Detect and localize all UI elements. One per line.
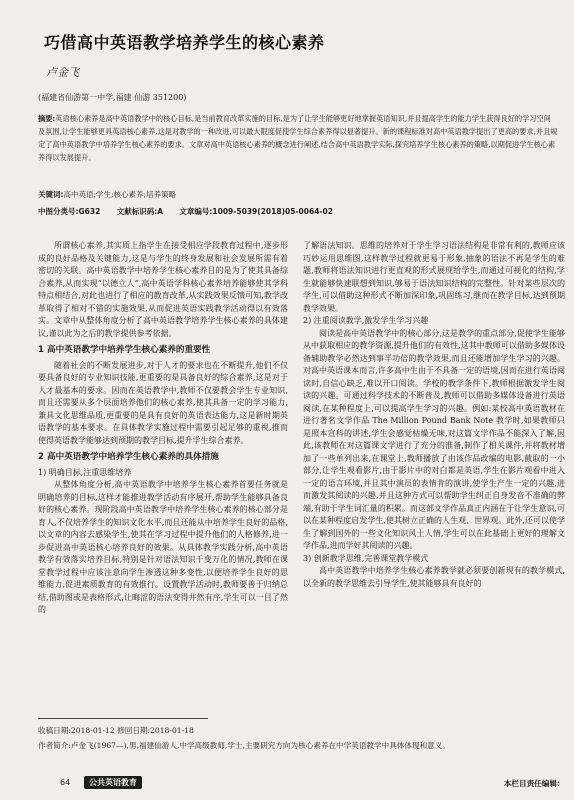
section-2-2-paragraph: 阅读是高中英语教学中的核心部分,这是教学的重点部分,促使学生能够从中获取相应的教学资源,提升他们的有效性,这其中教师可以借助多媒体设备辅助教学必然达到事半功倍的教学效果,而且还能增加学生学习的兴趣。对高中英语课本而言,许多高中生由于不具备一定的语境,因而在进行英语阅读时,自信心缺乏,难以开口阅读。学校的教学条件下,教师根据激发学生阅读的兴趣。可通过科学技术的不断普及,教师可以借助多媒体设备进行英语阅读,在某种程度上,可以提高学生学习的兴趣。例如:某校高中英语教材在进行著名文学作品 The Million Pound Bank Note 教学时,如果教师只是照本宣科的讲述,学生会感觉枯燥无味,对这篇文学作品不能深入了解,因此,该教师在对这篇课文学进行了充分的准备,制作了相关课件,并将教材增加了一些单列出来,在课堂上,教师播放了由该作品改编的电影,截取的一小部分,让学生观看影片,由于影片中的对白都是英语,学生在影片观看中进入一定的语言环境,并且其中演员的表情肯的演讲,使学生产生一定的兴趣,进而激发其阅读的兴趣,并且这种方式可以帮助学生纠正自身发音不准确的弊端,有助于学生词汇量的积累。而这部文学作品真正内涵在于让学生意识,可以在某种程度启发学生,使其树立正确的人生观、世界观。此外,还可以使学生了解到国外的一些文化知识风土人情,学生可以在此基础上更好的理解文学作品,进而学好其阅读的兴趣。 [303,328,565,550]
editor-note: 本栏目责任编辑: [503,779,560,788]
journal-logo: 公共英语教育 [84,776,142,789]
subheading-2-3: 3) 创新教学思维,完善课堂教学模式 [303,553,429,563]
article-title: 巧借高中英语教学培养学生的核心素养 [44,33,325,52]
section-2-3-paragraph: 高中英语教学中培养学生核心素养教学就必须要创新现有的教学模式,以全新的教学思维去引导学生,使其能够具有良好的 [303,566,565,588]
author-bio: 作者简介:卢金飞(1967—),男,福建仙游人,中学高级教师,学士,主要研究方向为核心素养在中学英语教学中具体体现和意义。 [38,741,450,750]
section-2-1-paragraph: 从整体角度分析,高中英语教学中培养学生核心素养首要任务就是明确培养的目标,这样才能推进教学活动有序展开,帮助学生能够具备良好的核心素养。现阶段高中英语教学中培养学生核心素养的核心部分是育人,不仅培养学生的知识文化水平,而且还能从中培养学生良好的品格,以文章的内容去感染学生,使其在学习过程中提升他们的人格修养,进一步促进高中英语核心培养良好的效果。从具体教学实践分析,高中英语教学有效落实培养目标,特别是针对语法知识千变万化的情况,教师在课堂教学过程中应该注意向学生渗透这种多变性,以便培养学生良好的思维能力,促进素质教育的有效推行。设置教学活动时,教师要善于归纳总结,借助图或是表格形式,让晦涩的语法变得井然有序,学生可以一目了然的 [38,480,288,614]
author-name: 卢金飞 [46,66,79,79]
classification-line [38,206,347,217]
author-affiliation: (福建省仙游第一中学,福建 仙游 351200) [38,93,187,102]
clc-number: 中图分类号:G632 [38,207,101,216]
right-column [303,240,565,660]
intro-paragraph: 所谓核心素养,其实质上指学生在接受相应学段教育过程中,逐步形成的良好品格及关键能力,这是与学生的终身发展和社会发展所需有着密切的关联。高中英语教学中培养学生核心素养目的是为了使其具备综合素养,从而实现“以德立人”,高中英语学科核心素养培养能够使其学科特点相结合,对此也进行了相应的教育改革,从实践效果反馈可知,教学改革取得了相对不错的实施效果,从而促进英语实践教学活动得以有效落实。文章中从整体角度分析了高中英语教学培养学生核心素养的具体建议,谨以此为之后的教学提供参考依据。 [38,241,288,338]
subheading-2-1: 1) 明确目标,注重思维培养 [38,467,132,477]
abstract-label: 摘要: [38,114,56,123]
received-dates: 收稿日期:2018-01-12 修回日期:2018-01-18 [38,726,194,735]
keywords-line [38,189,176,200]
left-column [38,240,288,617]
keywords-text: 高中英语;学生;核心素养;培养策略 [63,190,177,199]
document-code: 文献标识码:A [116,207,164,216]
keywords-label: 关键词: [38,190,64,199]
section-heading-2: 2 高中英语教学中培养学生核心素养的具体措施 [38,452,219,462]
section-1-paragraph: 随着社会的不断发展进步,对于人才的要求也在不断提升,他们不仅要具备良好的专业知识技能,更重要的是具备良好的综合素养,这是对于人才最基本的要求。因而在英语教学中,教师不仅要教会学生专业知识,而且还需要从多个层面培养他们的核心素养,使其具备一定的学习能力,兼具文化思维品质,更重要的是具有良好的英语表达能力,这是新时期英语教学的基本要求。在具体教学实施过程中需要引起足够的重视,推而使得英语教学能够达到预期的教学目标,提升学生综合素养。 [38,360,288,445]
abstract-text: 英语核心素养是高中英语教学中的核心目标,是当前教育改革实施的目标,是为了让学生能够更好地掌握英语知识,并且提高学生的能力学生获得良好的学习空间及氛围,让学生能够更具英语核心素养,这是对教学的一种改进,可以最大限度促使学生综合素养得以显著提升。新的课程标准对高中英语教学提出了更高的要求,并且规定了高中英语教学中培养学生核心素养的要求。文章对高中英语核心素养的概念进行阐述,结合高中英语教学实际,探究培养学生核心素养的策略,以期促进学生核心素养得以发展提升。 [38,114,558,162]
footnote-divider [38,718,208,719]
abstract-block [38,112,558,164]
subheading-2-2: 2) 注重阅读教学,激发学生学习兴趣 [303,316,429,325]
section-heading-1: 1 高中英语教学中培养学生核心素养的重要性 [38,345,211,355]
article-number: 文章编号:1009-5039(2018)05-0064-02 [179,207,333,216]
page-number: 64 [60,778,71,787]
section-2-1-continued: 了解语法知识。思维的培养对于学生学习语法结构是非常有利的,教师应该巧妙运用思维图,这样教学过程就更易于形象,抽象的语法不再是学生的难题,教师将语法知识进行更直观的形式展现给学生,而通过可视化的结构,学生就能够快速联想到知识,够易于语法知识结构的完整性。针对某些层次的学生,可以借助这种形式不断加深印象,巩固练习,继而在教学目标,达到预期教学效果。 [303,241,565,313]
